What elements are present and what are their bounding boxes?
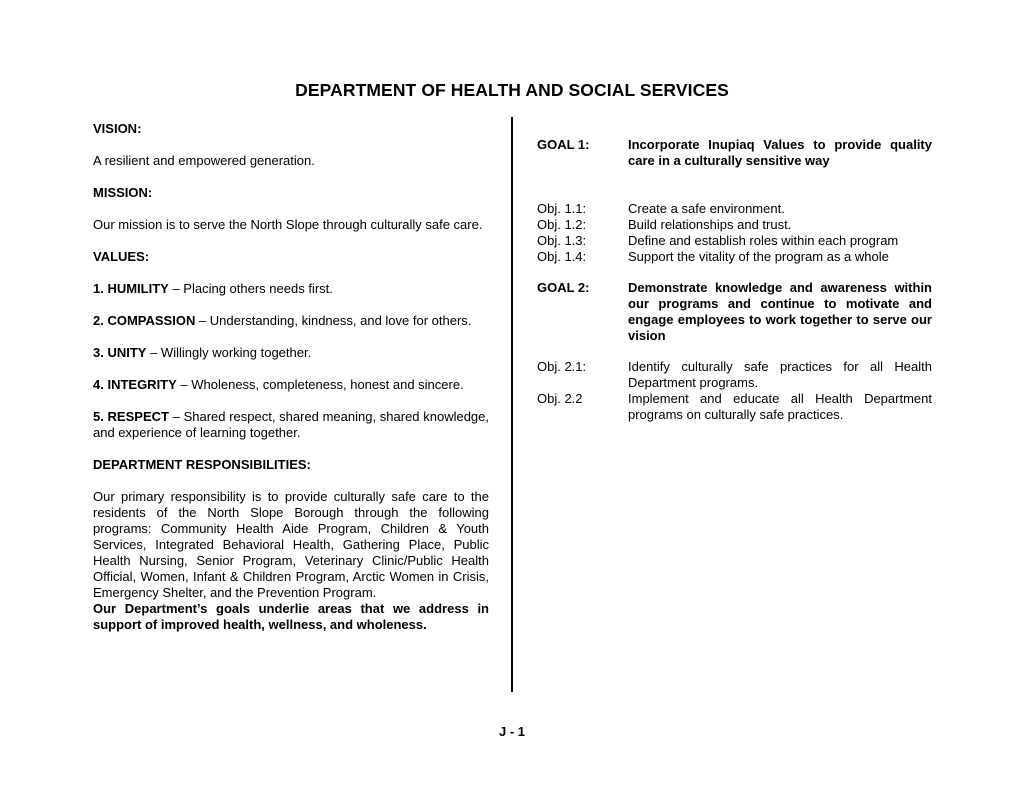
objective-item (537, 201, 932, 217)
page-number: J - 1 (498, 724, 525, 739)
value-item (93, 313, 489, 329)
mission-heading: MISSION: (93, 185, 153, 200)
objective-item (537, 391, 932, 423)
goal-text: Incorporate Inupiaq Values to provide quality care in a culturally sensitive way (628, 137, 932, 168)
objective-label: Obj. 1.3: (537, 233, 587, 248)
goal-label: GOAL 1: (537, 137, 590, 152)
value-item (93, 345, 489, 361)
responsibilities-heading: DEPARTMENT RESPONSIBILITIES: (93, 457, 311, 472)
objective-item (537, 233, 932, 249)
page-title: DEPARTMENT OF HEALTH AND SOCIAL SERVICES (295, 80, 729, 100)
value-item (93, 377, 489, 393)
value-label: 5. RESPECT (93, 409, 169, 424)
value-text: – Wholeness, completeness, honest and sincere. (176, 377, 464, 392)
objective-label: Obj. 1.1: (537, 201, 587, 216)
objective-text: Support the vitality of the program as a whole (628, 249, 889, 264)
objective-text: Identify culturally safe practices for all Health Department programs. (628, 359, 932, 390)
vision-heading: VISION: (93, 121, 142, 136)
objective-item (537, 217, 932, 233)
goal-text: Demonstrate knowledge and awareness within our programs and continue to motivate and engage employees to work together to serve our vision (628, 280, 932, 343)
value-label: 4. INTEGRITY (93, 377, 177, 392)
value-item (93, 409, 489, 441)
value-text: – Shared respect, shared meaning, shared knowledge, and experience of learning together. (93, 409, 490, 440)
value-label: 2. COMPASSION (93, 313, 196, 328)
value-text: – Placing others needs first. (168, 281, 333, 296)
column-divider (511, 117, 513, 692)
objective-text: Create a safe environment. (628, 201, 785, 216)
values-heading: VALUES: (93, 249, 150, 264)
value-text: – Willingly working together. (146, 345, 312, 360)
left-column (93, 121, 489, 633)
mission-text: Our mission is to serve the North Slope through culturally safe care. (93, 217, 483, 232)
objective-item (537, 359, 932, 391)
responsibilities-bold-text: Our Department’s goals underlie areas that we address in support of improved health, wellness, and wholeness. (93, 601, 489, 632)
vision-text: A resilient and empowered generation. (93, 153, 315, 168)
goal-label: GOAL 2: (537, 280, 590, 295)
objective-label: Obj. 2.1: (537, 359, 587, 374)
objective-label: Obj. 1.2: (537, 217, 587, 232)
goal-2 (537, 280, 932, 344)
objective-item (537, 249, 932, 265)
objective-text: Implement and educate all Health Department programs on culturally safe practices. (628, 391, 932, 422)
objective-text: Build relationships and trust. (628, 217, 792, 232)
right-column (537, 137, 932, 423)
objective-label: Obj. 1.4: (537, 249, 587, 264)
value-label: 1. HUMILITY (93, 281, 169, 296)
goal-1 (537, 137, 932, 169)
value-label: 3. UNITY (93, 345, 147, 360)
objective-label: Obj. 2.2 (537, 391, 583, 406)
value-text: – Understanding, kindness, and love for others. (195, 313, 472, 328)
objective-text: Define and establish roles within each program (628, 233, 899, 248)
value-item (93, 281, 489, 297)
responsibilities-text: Our primary responsibility is to provide culturally safe care to the residents of the North Slope Borough through the following programs: Community Health Aide Program, Children & Youth Services, Integrated Behavioral Health, Gathering Place, Public Health Nursing, Senior Program, Veterinary Clinic/Public Health Official, Women, Infant & Children Program, Arctic Women in Crisis, Emergency Shelter, and the Prevention Program. (93, 489, 489, 600)
